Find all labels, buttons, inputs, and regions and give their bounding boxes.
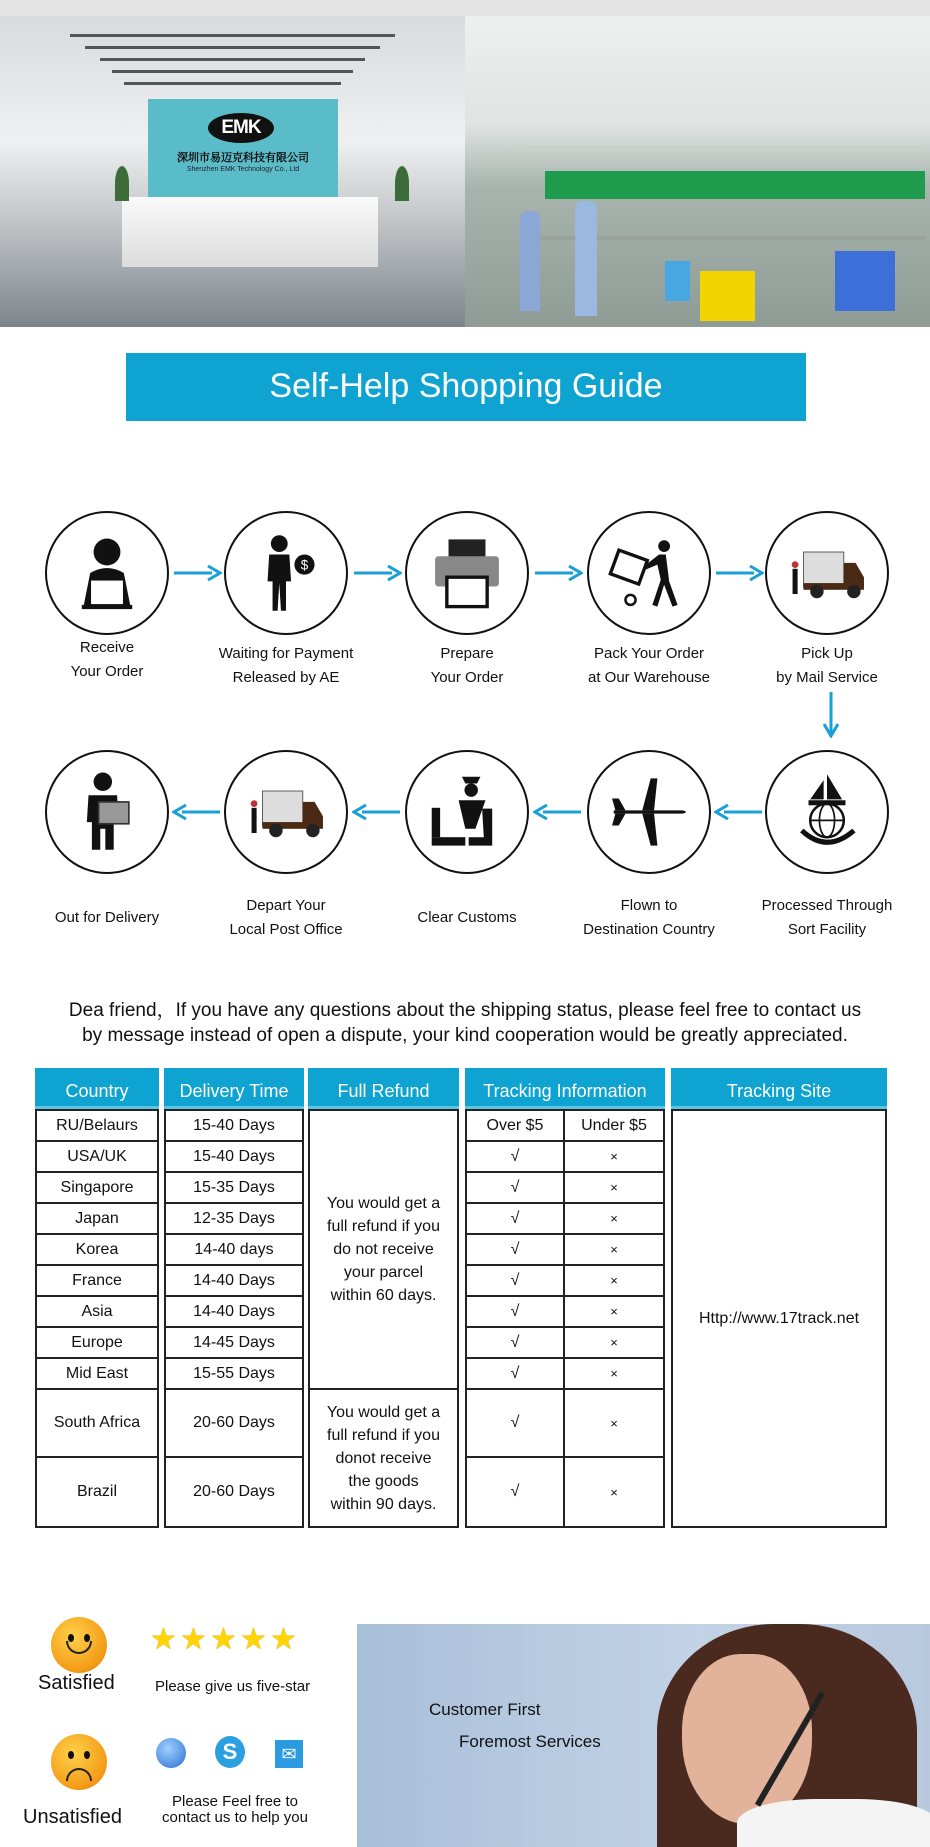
refund-line: the goods bbox=[348, 1472, 419, 1490]
step-7-circle bbox=[587, 750, 711, 874]
step-8-circle bbox=[405, 750, 529, 874]
step-label-line: Out for Delivery bbox=[54, 909, 160, 926]
step-2-label bbox=[201, 642, 371, 690]
airplane-icon bbox=[607, 770, 691, 854]
arrow-right-icon bbox=[352, 565, 402, 581]
refund-line: You would get a bbox=[326, 1403, 441, 1421]
arrow-left-icon bbox=[533, 804, 583, 820]
country-column bbox=[35, 1068, 159, 1528]
plant bbox=[115, 166, 129, 201]
satisfied-label: Satisfied bbox=[38, 1672, 115, 1694]
country-cell: Mid East bbox=[37, 1359, 157, 1390]
refund-line: do not receive bbox=[333, 1241, 434, 1258]
chat-bubble-icon[interactable] bbox=[156, 1738, 186, 1768]
tracking-under-5-cell: × bbox=[565, 1390, 663, 1458]
courier-package-icon bbox=[65, 770, 149, 854]
delivery-time-cell: 20-60 Days bbox=[193, 1483, 275, 1500]
customs-officer-icon bbox=[425, 770, 509, 854]
tracking-under-5-header: Under $5 bbox=[565, 1111, 663, 1142]
happy-face-icon bbox=[51, 1617, 107, 1673]
country-cell: Japan bbox=[37, 1204, 157, 1235]
office-reception-photo bbox=[0, 16, 465, 327]
unsatisfied-message-line-1: Please Feel free to bbox=[172, 1793, 298, 1810]
delivery-time-cell: 15-55 Days bbox=[166, 1359, 302, 1390]
country-cell: USA/UK bbox=[37, 1142, 157, 1173]
tracking-over-5-cell: √ bbox=[467, 1173, 565, 1204]
tracking-under-5-cell: × bbox=[565, 1173, 663, 1204]
refund-line: within 90 days. bbox=[330, 1495, 437, 1513]
step-2-circle bbox=[224, 511, 348, 635]
shipping-table bbox=[35, 1068, 887, 1528]
country-cell: RU/Belaurs bbox=[37, 1111, 157, 1142]
businessman-dollar-icon bbox=[244, 531, 328, 615]
reception-desk bbox=[122, 197, 378, 267]
step-label-line: Your Order bbox=[430, 669, 504, 686]
tracking-over-5-cell: √ bbox=[467, 1458, 565, 1526]
step-4-circle bbox=[587, 511, 711, 635]
arrow-left-icon bbox=[172, 804, 222, 820]
refund-90-days-note bbox=[310, 1390, 457, 1526]
tracking-over-5-cell: √ bbox=[467, 1235, 565, 1266]
tracking-under-5-cell: × bbox=[565, 1328, 663, 1359]
refund-line: within 60 days. bbox=[330, 1287, 437, 1304]
header-full-refund: Full Refund bbox=[308, 1068, 459, 1109]
step-label-line: Local Post Office bbox=[229, 921, 343, 938]
step-label-line: Destination Country bbox=[583, 921, 715, 938]
delivery-time-cell: 20-60 Days bbox=[166, 1390, 302, 1458]
arrow-right-icon bbox=[172, 565, 222, 581]
step-label-line: Clear Customs bbox=[417, 909, 517, 926]
step-6-label bbox=[742, 894, 912, 942]
step-label-line: Waiting for Payment bbox=[218, 645, 354, 662]
arrow-right-icon bbox=[533, 565, 583, 581]
skype-icon[interactable]: S bbox=[215, 1736, 245, 1768]
header-country: Country bbox=[35, 1068, 159, 1109]
shipping-notice bbox=[0, 998, 930, 1048]
star-icon[interactable]: ★ bbox=[270, 1623, 297, 1656]
tracking-over-5-header: Over $5 bbox=[467, 1111, 565, 1142]
arrow-left-icon bbox=[352, 804, 402, 820]
delivery-time-cell: 14-40 Days bbox=[166, 1297, 302, 1328]
unsatisfied-message-line-2: contact us to help you bbox=[162, 1809, 308, 1826]
tracking-under-5-cell: × bbox=[565, 1297, 663, 1328]
shopping-guide-banner: Self-Help Shopping Guide bbox=[126, 353, 806, 421]
refund-line: your parcel bbox=[343, 1264, 424, 1281]
delivery-time-cell: 14-45 Days bbox=[166, 1328, 302, 1359]
foremost-services-text: Foremost Services bbox=[459, 1732, 601, 1751]
unsatisfied-label: Unsatisfied bbox=[23, 1806, 122, 1828]
tracking-over-5-cell: √ bbox=[467, 1328, 565, 1359]
header-tracking-info: Tracking Information bbox=[465, 1068, 665, 1109]
step-7-label bbox=[564, 894, 734, 942]
country-cell: France bbox=[37, 1266, 157, 1297]
step-10-label bbox=[22, 906, 192, 930]
header-tracking-site: Tracking Site bbox=[671, 1068, 887, 1109]
country-cell: South Africa bbox=[37, 1390, 157, 1458]
step-label-line: Pack Your Order bbox=[593, 645, 705, 662]
svg-text:$: $ bbox=[300, 557, 309, 573]
full-refund-column bbox=[308, 1068, 459, 1528]
tracking-under-5-cell: × bbox=[565, 1204, 663, 1235]
step-9-circle bbox=[224, 750, 348, 874]
step-label-line: Your Order bbox=[70, 663, 144, 680]
country-cell: Brazil bbox=[76, 1483, 117, 1500]
tracking-over-5-cell: √ bbox=[467, 1359, 565, 1390]
step-10-circle bbox=[45, 750, 169, 874]
step-4-label bbox=[564, 642, 734, 690]
tracking-under-5-cell: × bbox=[565, 1235, 663, 1266]
refund-line: You would get a bbox=[326, 1195, 441, 1212]
delivery-time-cell: 15-40 Days bbox=[166, 1111, 302, 1142]
star-icon[interactable]: ★ bbox=[240, 1623, 267, 1656]
tracking-over-5-cell: √ bbox=[467, 1142, 565, 1173]
tracking-over-5-cell: √ bbox=[467, 1204, 565, 1235]
unsatisfied-message bbox=[150, 1794, 320, 1826]
delivery-time-cell: 15-40 Days bbox=[166, 1142, 302, 1173]
tracking-over-5-cell: √ bbox=[467, 1266, 565, 1297]
tracking-site-link[interactable]: Http://www.17track.net bbox=[698, 1309, 860, 1327]
country-cell: Korea bbox=[37, 1235, 157, 1266]
notice-line-2: by message instead of open a dispute, your kind cooperation would be greatly appreciated. bbox=[82, 1025, 848, 1046]
delivery-truck-icon bbox=[785, 531, 869, 615]
refund-line: full refund if you bbox=[327, 1426, 440, 1444]
emk-logo: EMK bbox=[208, 113, 274, 143]
tracking-under-5-cell: × bbox=[565, 1266, 663, 1297]
country-cell: Asia bbox=[37, 1297, 157, 1328]
delivery-truck-icon bbox=[244, 770, 328, 854]
star-icon[interactable]: ★ bbox=[210, 1623, 237, 1656]
step-3-circle bbox=[405, 511, 529, 635]
arrow-down-icon bbox=[823, 692, 839, 738]
ship-globe-icon bbox=[785, 770, 869, 854]
arrow-right-icon bbox=[714, 565, 764, 581]
step-1-circle bbox=[45, 511, 169, 635]
plant bbox=[395, 166, 409, 201]
delivery-time-cell: 12-35 Days bbox=[166, 1204, 302, 1235]
company-sign bbox=[148, 99, 338, 197]
step-6-circle bbox=[765, 750, 889, 874]
delivery-time-column bbox=[164, 1068, 304, 1528]
tracking-site-column bbox=[671, 1068, 887, 1528]
tracking-under-5-cell: × bbox=[565, 1359, 663, 1390]
delivery-time-cell: 14-40 Days bbox=[166, 1266, 302, 1297]
step-8-label bbox=[382, 906, 552, 930]
tracking-under-5-cell: × bbox=[565, 1142, 663, 1173]
step-label-line: Pick Up bbox=[801, 645, 853, 662]
header-delivery-time: Delivery Time bbox=[164, 1068, 304, 1109]
arrow-left-icon bbox=[714, 804, 764, 820]
star-icon[interactable]: ★ bbox=[180, 1623, 207, 1656]
printer-icon bbox=[425, 531, 509, 615]
refund-line: donot receive bbox=[335, 1449, 432, 1467]
top-strip bbox=[0, 0, 930, 16]
refund-60-days-note bbox=[310, 1111, 457, 1390]
step-label-line: Sort Facility bbox=[787, 921, 867, 938]
delivery-time-cell: 15-35 Days bbox=[166, 1173, 302, 1204]
step-5-label bbox=[742, 642, 912, 690]
sign-chinese-name: 深圳市易迈克科技有限公司 bbox=[177, 152, 309, 164]
tracking-over-5-cell: √ bbox=[467, 1297, 565, 1328]
factory-workshop-photo bbox=[465, 16, 930, 327]
customer-service-photo bbox=[357, 1624, 930, 1847]
step-5-circle bbox=[765, 511, 889, 635]
customer-first-text: Customer First bbox=[429, 1700, 541, 1719]
country-cell: Singapore bbox=[37, 1173, 157, 1204]
woman-laptop-icon bbox=[65, 531, 149, 615]
notice-line-1: Dea friend，If you have any questions about the shipping status, please feel free to contact us bbox=[68, 1000, 862, 1021]
step-1-label bbox=[22, 636, 192, 684]
agent-shirt bbox=[737, 1799, 930, 1847]
step-label-line: Receive bbox=[79, 639, 135, 656]
tracking-over-5-cell: √ bbox=[467, 1390, 565, 1458]
step-label-line: at Our Warehouse bbox=[588, 669, 710, 686]
step-9-label bbox=[201, 894, 371, 942]
step-label-line: Released by AE bbox=[232, 669, 340, 686]
tracking-under-5-cell: × bbox=[610, 1484, 618, 1500]
step-label-line: Depart Your bbox=[246, 897, 326, 914]
step-label-line: Flown to bbox=[620, 897, 678, 914]
step-label-line: Processed Through bbox=[761, 897, 893, 914]
sad-face-icon bbox=[51, 1734, 107, 1790]
country-cell: Europe bbox=[37, 1328, 157, 1359]
step-label-line: by Mail Service bbox=[776, 669, 878, 686]
step-label-line: Prepare bbox=[440, 645, 494, 662]
sign-english-name: Shenzhen EMK Technology Co., Ltd bbox=[186, 166, 300, 173]
star-icon[interactable]: ★ bbox=[150, 1623, 177, 1656]
delivery-time-cell: 14-40 days bbox=[166, 1235, 302, 1266]
step-3-label bbox=[382, 642, 552, 690]
satisfied-message: Please give us five-star bbox=[155, 1678, 311, 1695]
tracking-info-column bbox=[465, 1068, 665, 1528]
hand-truck-icon bbox=[607, 531, 691, 615]
refund-line: full refund if you bbox=[327, 1218, 440, 1235]
email-icon[interactable]: ✉ bbox=[275, 1740, 303, 1768]
